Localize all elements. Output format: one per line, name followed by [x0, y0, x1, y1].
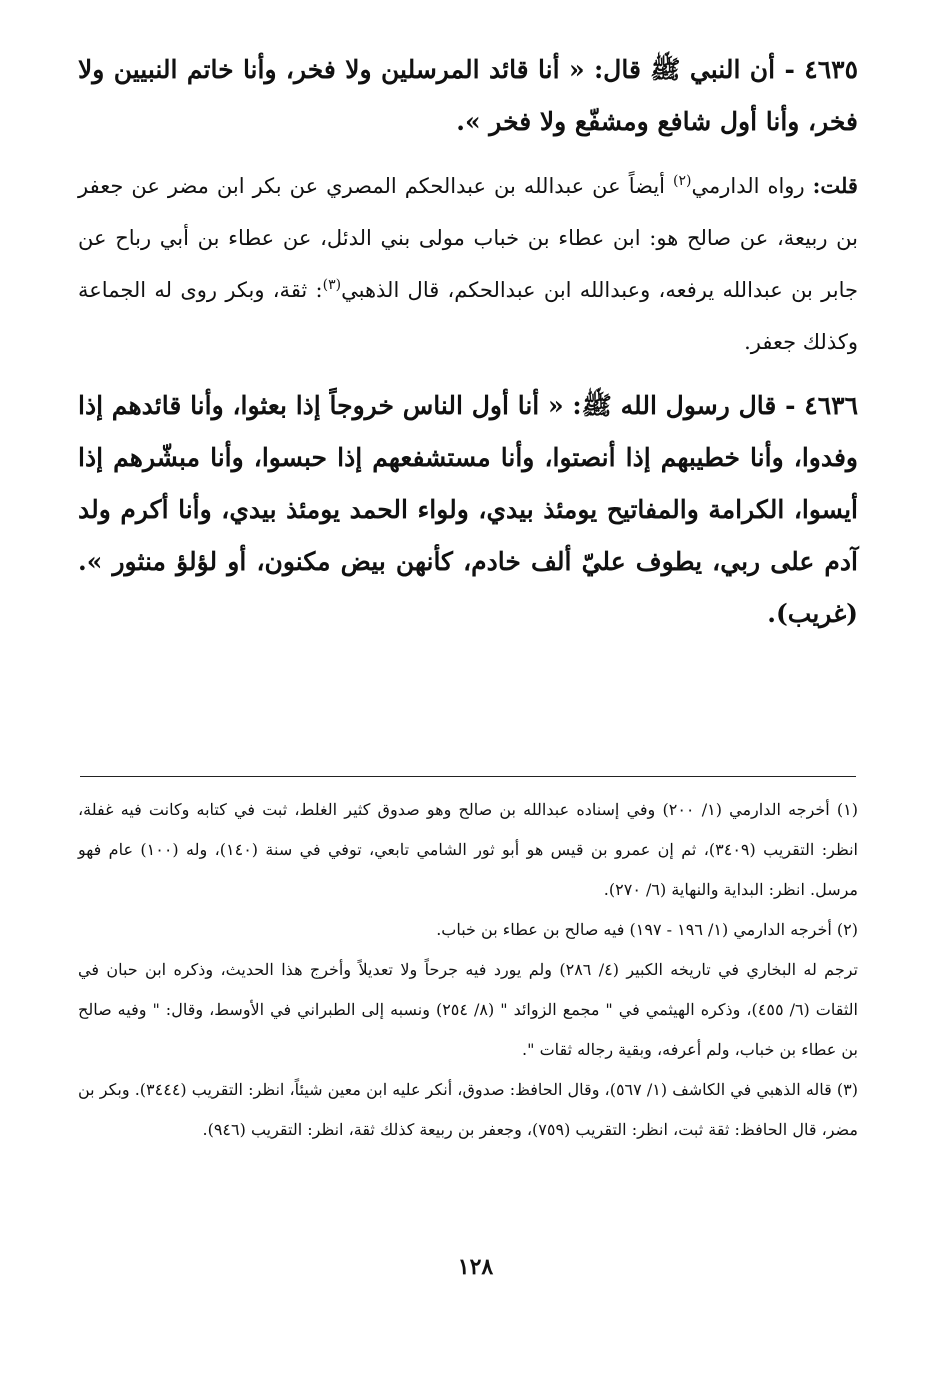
hadith-number: ٤٦٣٥ - — [784, 55, 858, 84]
hadith-number: ٤٦٣٦ - — [785, 391, 858, 420]
commentary-text: رواه الدارمي — [691, 174, 805, 198]
footnote-2: (٢) أخرجه الدارمي (١/ ١٩٦ - ١٩٧) فيه صالح بن عطاء بن خباب. — [436, 920, 858, 939]
footnote-2-continued: ترجم له البخاري في تاريخه الكبير (٤/ ٢٨٦) ولم يورد فيه جرحاً ولا تعديلاً وأخرج هذا الحديث، وذكره ابن حبان في الثقات (٦/ ٤٥٥)، وذكره الهيثمي في " مجمع الزوائد " (٨/ ٢٥٤) ونسبه إلى الطبراني في الأوسط، وقال: " وفيه صالح بن عطاء بن خباب، ولم أعرفه، وبقية رجاله ثقات ". — [78, 960, 858, 1059]
commentary-label: قلت: — [812, 173, 858, 198]
footnote-ref-2: (٢) — [673, 173, 692, 189]
hadith-4636 — [78, 380, 858, 640]
footnote-1: (١) أخرجه الدارمي (١/ ٢٠٠) وفي إسناده عبدالله بن صالح وهو صدوق كثير الغلط، ثبت في كتابه وكانت فيه غفلة، انظر: التقريب (٣٤٠٩)، ثم إن عمرو بن قيس هو أبو ثور الشامي تابعي، توفي في سنة (١٤٠)، وله (١٠٠) عام فهو مرسل. انظر: البداية والنهاية (٦/ ٢٧٠). — [78, 800, 859, 899]
commentary-4635 — [78, 160, 858, 368]
main-text — [78, 44, 858, 652]
page-number: ١٢٨ — [457, 1254, 494, 1280]
commentary-text: : ثقة، وبكر روى له الجماعة وكذلك جعفر. — [78, 278, 858, 354]
commentary-text: أيضاً عن عبدالله بن عبدالحكم المصري عن بكر ابن مضر عن جعفر بن ربيعة، عن صالح هو: ابن عطاء بن خباب مولى بني الدئل، عن عطاء بن أبي رباح عن جابر بن عبدالله يرفعه، وعبدالله ابن عبدالحكم، قال الذهبي — [78, 174, 858, 302]
footnote-divider — [80, 776, 856, 777]
hadith-text: قال رسول الله ﷺ: « أنا أول الناس خروجاً إذا بعثوا، وأنا قائدهم إذا وفدوا، وأنا خطيبهم إذا أنصتوا، وأنا مستشفعهم إذا حبسوا، وأنا مبشّرهم إذا أيسوا، الكرامة والمفاتيح يومئذ بيدي، ولواء الحمد يومئذ بيدي، وأنا أكرم ولد آدم على ربي، يطوف عليّ ألف خادم، كأنهن بيض مكنون، أو لؤلؤ منثور ». (غريب). — [78, 391, 858, 628]
footnote-3: (٣) قاله الذهبي في الكاشف (١/ ٥٦٧)، وقال الحافظ: صدوق، أنكر عليه ابن معين شيئاً، انظر: التقريب (٣٤٤٤). وبكر بن مضر، قال الحافظ: ثقة ثبت، انظر: التقريب (٧٥٩)، وجعفر بن ربيعة كذلك ثقة، انظر: التقريب (٩٤٦). — [78, 1080, 859, 1139]
hadith-4635 — [78, 44, 858, 148]
footnote-ref-3: (٣) — [322, 277, 342, 293]
hadith-text: أن النبي ﷺ قال: « أنا قائد المرسلين ولا فخر، وأنا خاتم النبيين ولا فخر، وأنا أول شافع ومشفّع ولا فخر ». — [78, 55, 858, 136]
footnotes — [78, 790, 858, 1150]
